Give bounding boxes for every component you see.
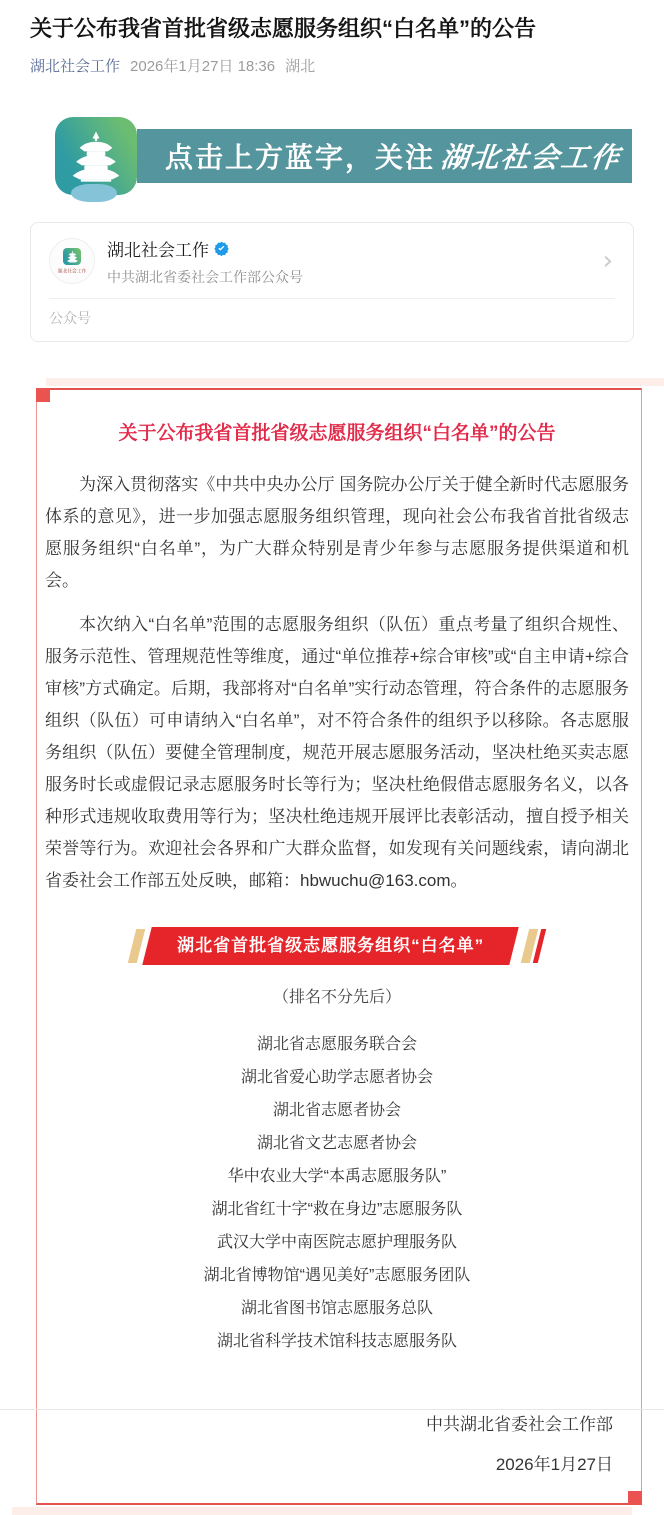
ribbon-label: 湖北省首批省级志愿服务组织“白名单”: [142, 927, 518, 965]
account-name-link[interactable]: 湖北社会工作: [30, 57, 121, 75]
chevron-right-icon[interactable]: ›: [602, 246, 613, 277]
article-title: 关于公布我省首批省级志愿服务组织“白名单”的公告: [30, 16, 537, 41]
follow-banner-account: 湖北社会工作: [439, 141, 623, 173]
avatar-caption: 湖北社会工作: [57, 268, 87, 274]
org-list: [45, 1028, 629, 1358]
org-list-item: 湖北省文艺志愿者协会: [256, 1134, 417, 1152]
decor-square-top-left: [36, 388, 50, 402]
org-list-item: 湖北省志愿者协会: [272, 1101, 401, 1119]
org-list-item: 湖北省图书馆志愿服务总队: [240, 1299, 433, 1317]
article-meta: [30, 55, 634, 76]
follow-banner-bar[interactable]: [137, 129, 632, 183]
ribbon-accent-left-icon: [128, 929, 145, 963]
account-type-label: 公众号: [49, 309, 91, 326]
publish-time: 2026年1月27日 18:36: [130, 57, 276, 75]
avatar-pagoda-icon: [63, 248, 81, 265]
article-header: [0, 0, 664, 76]
follow-banner[interactable]: [55, 116, 632, 196]
footer-divider: [0, 1409, 664, 1410]
verified-badge-icon: [214, 241, 229, 256]
org-list-item: 湖北省红十字“救在身边”志愿服务队: [211, 1200, 463, 1218]
publish-location: 湖北: [285, 57, 316, 75]
rank-note: （排名不分先后）: [272, 988, 401, 1006]
account-name: 湖北社会工作: [107, 240, 209, 260]
follow-banner-text: 点击上方蓝字，关注: [165, 141, 436, 173]
account-logo: [55, 117, 137, 195]
notice-box: [36, 388, 642, 1505]
decor-square-bottom-right: [628, 1491, 642, 1505]
notice-title: 关于公布我省首批省级志愿服务组织“白名单”的公告: [118, 422, 556, 444]
org-list-item: 湖北省爱心助学志愿者协会: [240, 1068, 433, 1086]
account-card-main[interactable]: [31, 223, 633, 298]
org-list-item: 湖北省博物馆“遇见美好”志愿服务团队: [203, 1266, 471, 1284]
decor-strip-top: [46, 378, 664, 386]
notice-box-wrapper: [36, 388, 642, 1505]
notice-paragraph-1: 为深入贯彻落实《中共中央办公厅 国务院办公厅关于健全新时代志愿服务体系的意见》，进一步加强志愿服务组织管理，现向社会公布我省首批省级志愿服务组织“白名单”，为广大群众特别是青少年参与志愿服务提供渠道和机会。: [45, 474, 629, 590]
signature-date: 2026年1月27日: [495, 1454, 613, 1474]
pagoda-icon: [68, 128, 124, 184]
org-list-item: 湖北省科学技术馆科技志愿服务队: [216, 1332, 457, 1350]
decor-strip-bottom: [12, 1507, 632, 1515]
account-info: [107, 236, 601, 287]
org-list-item: 湖北省志愿服务联合会: [256, 1035, 417, 1053]
org-list-item: 华中农业大学“本禹志愿服务队”: [227, 1167, 447, 1185]
account-description: 中共湖北省委社会工作部公众号: [107, 268, 303, 285]
account-card[interactable]: [30, 222, 634, 342]
signature-org: 中共湖北省委社会工作部: [426, 1414, 613, 1434]
avatar: [49, 238, 95, 284]
org-list-item: 武汉大学中南医院志愿护理服务队: [216, 1233, 457, 1251]
notice-paragraph-2: 本次纳入“白名单”范围的志愿服务组织（队伍）重点考量了组织合规性、服务示范性、管理规范性等维度，通过“单位推荐+综合审核”或“自主申请+综合审核”方式确定。后期，我部将对“白名单”实行动态管理，符合条件的志愿服务组织（队伍）可申请纳入“白名单”，对不符合条件的组织予以移除。各志愿服务组织（队伍）要健全管理制度，规范开展志愿服务活动，坚决杜绝买卖志愿服务时长或虚假记录志愿服务时长等行为；坚决杜绝假借志愿服务名义，以各种形式违规收取费用等行为；坚决杜绝违规开展评比表彰活动，擅自授予相关荣誉等行为。欢迎社会各界和广大群众监督，如发现有关问题线索，请向湖北省委社会工作部五处反映，邮箱：hbwuchu@163.com。: [45, 614, 629, 890]
whitelist-ribbon: [45, 927, 629, 965]
